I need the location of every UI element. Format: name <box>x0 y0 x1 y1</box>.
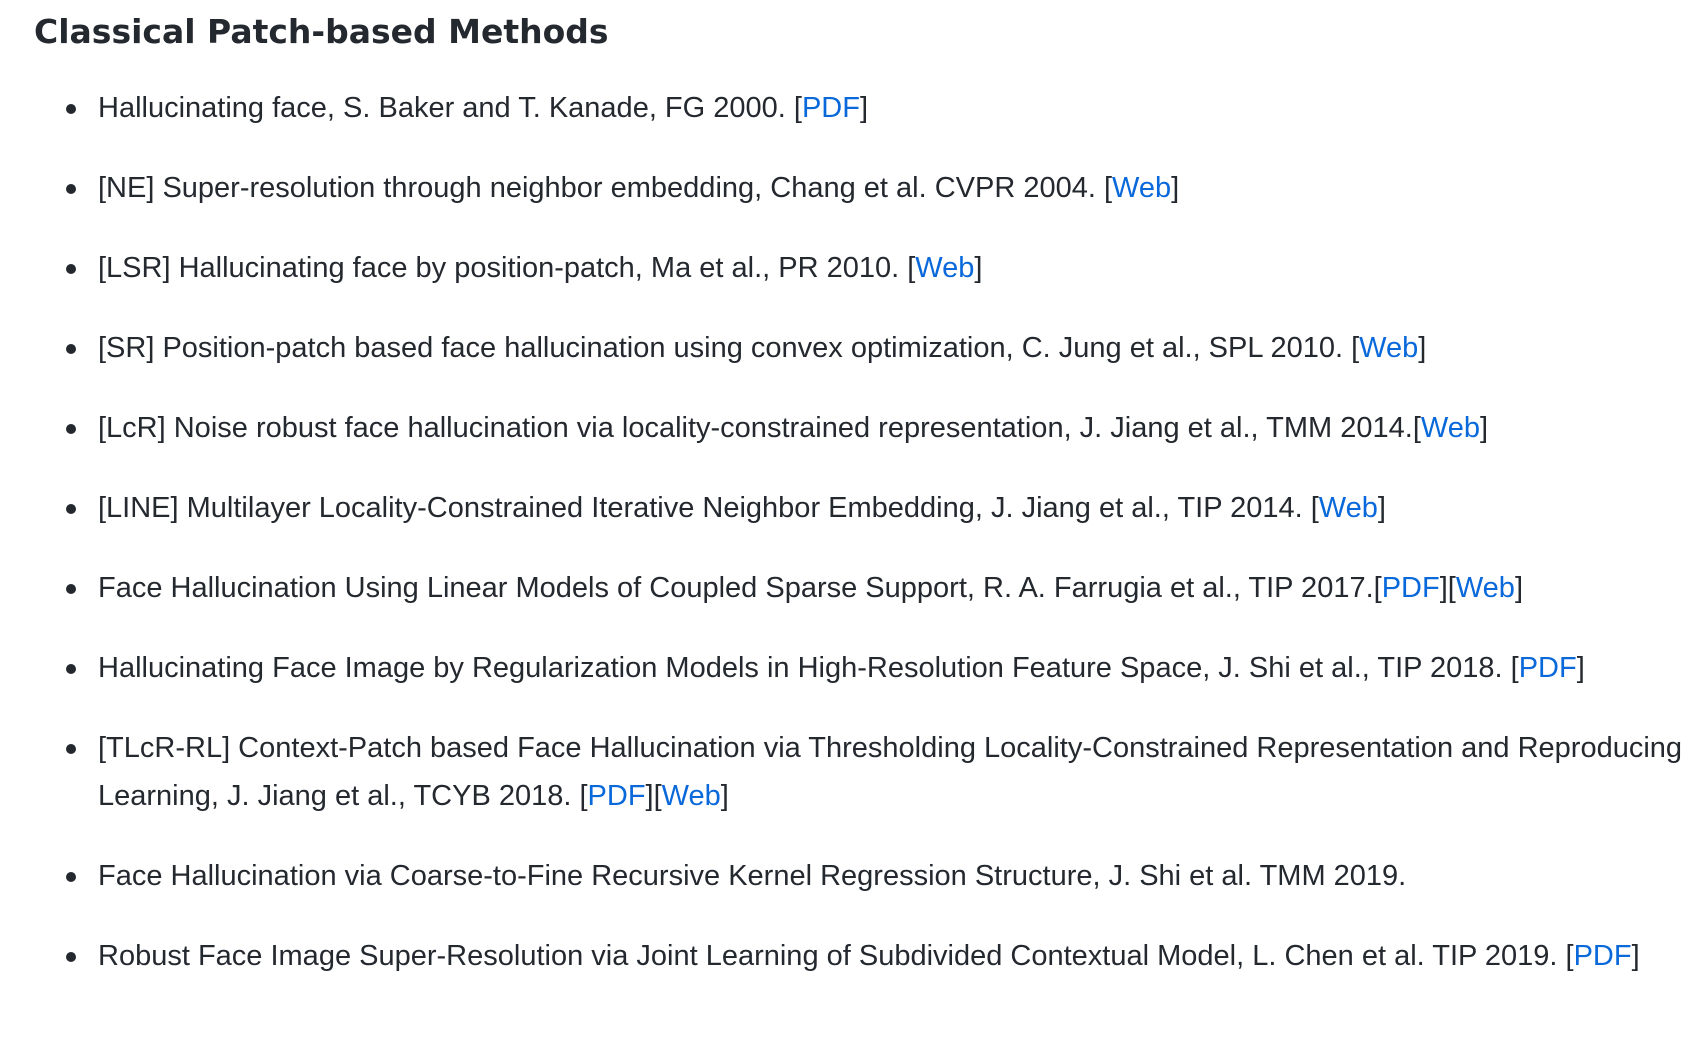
list-item: [LcR] Noise robust face hallucination via locality-constrained representation, J. Jiang et al., TMM 2014.[Web] <box>34 404 1686 452</box>
list-item: Face Hallucination Using Linear Models of Coupled Sparse Support, R. A. Farrugia et al., TIP 2017.[PDF][Web] <box>34 564 1686 612</box>
pdf-link[interactable]: PDF <box>1573 940 1632 972</box>
paper-citation: [NE] Super-resolution through neighbor embedding, Chang et al. CVPR 2004. <box>98 172 1104 204</box>
bullet-icon <box>66 424 76 434</box>
web-link[interactable]: Web <box>1420 412 1480 444</box>
paper-list <box>34 84 1686 980</box>
web-link[interactable]: Web <box>915 252 975 284</box>
list-item <box>34 852 1686 900</box>
list-item: Hallucinating face, S. Baker and T. Kanade, FG 2000. [PDF] <box>34 84 1686 132</box>
paper-citation: [TLcR-RL] Context-Patch based Face Hallucination via Thresholding Locality-Constrained Representation and Reproducing Learning, J. Jiang et al., TCYB 2018. <box>98 732 1683 812</box>
web-link[interactable]: Web <box>661 780 721 812</box>
web-link[interactable]: Web <box>1112 172 1172 204</box>
list-item: [LSR] Hallucinating face by position-patch, Ma et al., PR 2010. [Web] <box>34 244 1686 292</box>
web-link[interactable]: Web <box>1359 332 1419 364</box>
bullet-icon <box>66 104 76 114</box>
bullet-icon <box>66 344 76 354</box>
bullet-icon <box>66 952 76 962</box>
bullet-icon <box>66 184 76 194</box>
list-item: Robust Face Image Super-Resolution via Joint Learning of Subdivided Contextual Model, L. Chen et al. TIP 2019. [PDF] <box>34 932 1686 980</box>
paper-citation: Hallucinating Face Image by Regularization Models in High-Resolution Feature Space, J. Shi et al., TIP 2018. <box>98 652 1511 684</box>
list-item: [NE] Super-resolution through neighbor embedding, Chang et al. CVPR 2004. [Web] <box>34 164 1686 212</box>
paper-citation: Robust Face Image Super-Resolution via Joint Learning of Subdivided Contextual Model, L. Chen et al. TIP 2019. <box>98 940 1566 972</box>
bullet-icon <box>66 584 76 594</box>
bullet-icon <box>66 504 76 514</box>
pdf-link[interactable]: PDF <box>1381 572 1440 604</box>
section-heading: Classical Patch-based Methods <box>34 12 609 51</box>
bullet-icon <box>66 264 76 274</box>
pdf-link[interactable]: PDF <box>801 92 860 124</box>
paper-citation: Face Hallucination Using Linear Models of Coupled Sparse Support, R. A. Farrugia et al., TIP 2017. <box>98 572 1374 604</box>
bullet-icon <box>66 664 76 674</box>
bullet-icon <box>66 744 76 754</box>
paper-citation: [LSR] Hallucinating face by position-patch, Ma et al., PR 2010. <box>98 252 908 284</box>
list-item: Hallucinating Face Image by Regularization Models in High-Resolution Feature Space, J. Shi et al., TIP 2018. [PDF] <box>34 644 1686 692</box>
bullet-icon <box>66 872 76 882</box>
web-link[interactable]: Web <box>1318 492 1378 524</box>
paper-citation: [LcR] Noise robust face hallucination via locality-constrained representation, J. Jiang et al., TMM 2014. <box>98 412 1413 444</box>
paper-citation: [LINE] Multilayer Locality-Constrained Iterative Neighbor Embedding, J. Jiang et al., TIP 2014. <box>98 492 1311 524</box>
list-item: [LINE] Multilayer Locality-Constrained Iterative Neighbor Embedding, J. Jiang et al., TIP 2014. [Web] <box>34 484 1686 532</box>
pdf-link[interactable]: PDF <box>587 780 646 812</box>
list-item: [TLcR-RL] Context-Patch based Face Hallucination via Thresholding Locality-Constrained Representation and Reproducing Learning, J. Jiang et al., TCYB 2018. [PDF][Web] <box>34 724 1686 820</box>
paper-citation: Face Hallucination via Coarse-to-Fine Recursive Kernel Regression Structure, J. Shi et al. TMM 2019. <box>98 860 1407 892</box>
paper-citation: Hallucinating face, S. Baker and T. Kanade, FG 2000. <box>98 92 794 124</box>
paper-citation: [SR] Position-patch based face hallucination using convex optimization, C. Jung et al., SPL 2010. <box>98 332 1352 364</box>
pdf-link[interactable]: PDF <box>1518 652 1577 684</box>
web-link[interactable]: Web <box>1455 572 1515 604</box>
list-item: [SR] Position-patch based face hallucination using convex optimization, C. Jung et al., SPL 2010. [Web] <box>34 324 1686 372</box>
